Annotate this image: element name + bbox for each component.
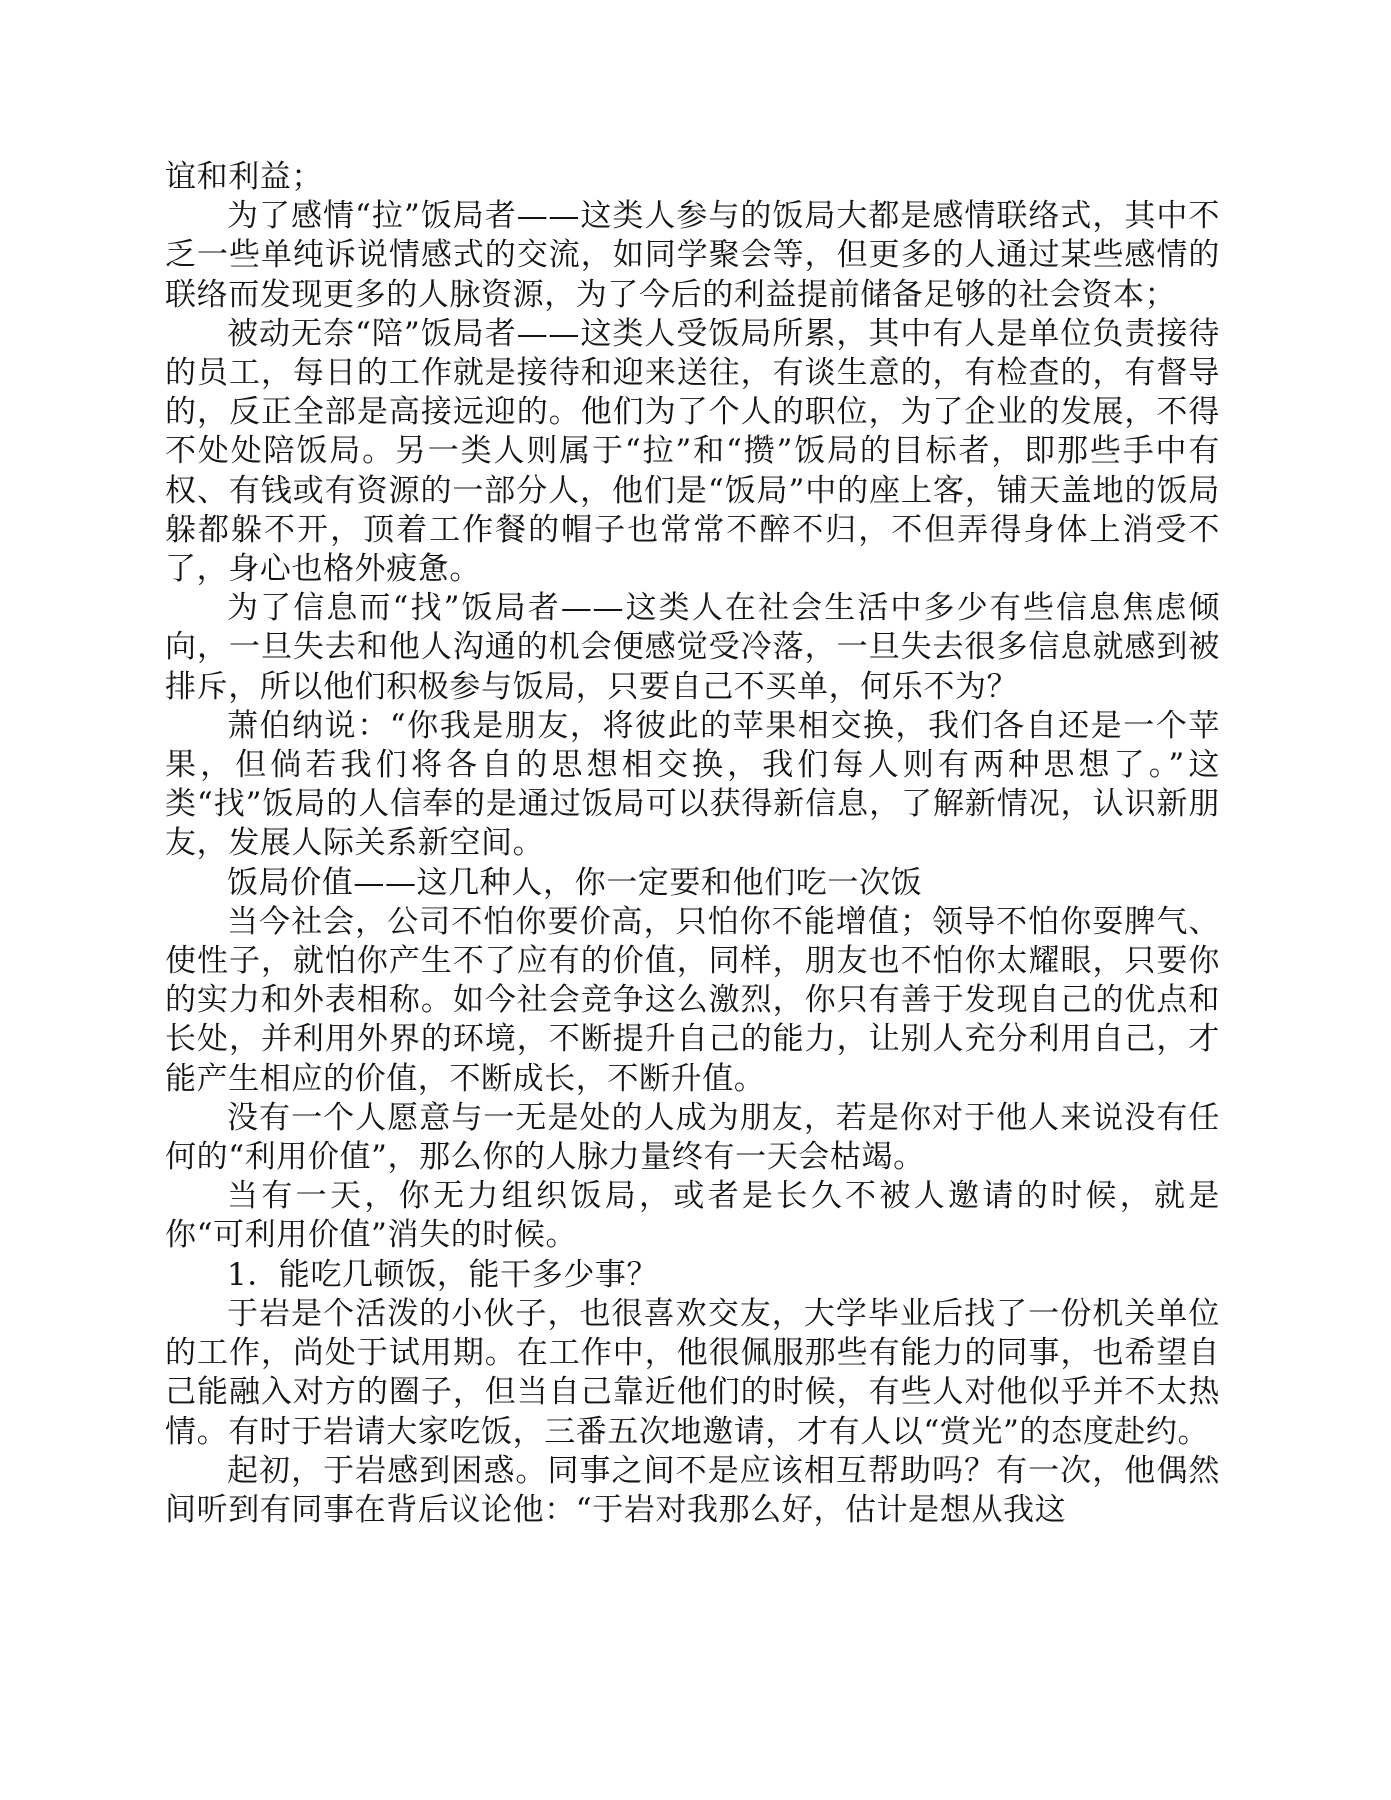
- paragraph-accompany-type: 被动无奈“陪”饭局者——这类人受饭局所累，其中有人是单位负责接待的员工，每日的工作就是接待和迎来送往，有谈生意的，有检查的，有督导的，反正全部是高接远迎的。他们为了个人的职位，为了企业的发展，不得不处处陪饭局。另一类人则属于“拉”和“攒”饭局的目标者，即那些手中有权、有钱或有资源的一部分人，他们是“饭局”中的座上客，铺天盖地的饭局躲都躲不开，顶着工作餐的帽子也常常不醉不归，不但弄得身体上消受不了，身心也格外疲惫。: [165, 315, 1220, 588]
- paragraph-yu-yan-story: 于岩是个活泼的小伙子，也很喜欢交友，大学毕业后找了一份机关单位的工作，尚处于试用期。在工作中，他很佩服那些有能力的同事，也希望自己能融入对方的圈子，但当自己靠近他们的时候，有些人对他似乎并不太热情。有时于岩请大家吃饭，三番五次地邀请，才有人以“赏光”的态度赴约。: [165, 1295, 1220, 1450]
- paragraph-shaw-quote: 萧伯纳说：“你我是朋友，将彼此的苹果相交换，我们各自还是一个苹果，但倘若我们将各自的思想相交换，我们每人则有两种思想了。”这类“找”饭局的人信奉的是通过饭局可以获得新信息，了解新情况，认识新朋友，发展人际关系新空间。: [165, 707, 1220, 862]
- section-heading-dinner-value: 饭局价值——这几种人，你一定要和他们吃一次饭: [227, 864, 923, 901]
- subheading-how-many-meals: 1．能吃几顿饭，能干多少事？: [227, 1256, 659, 1293]
- paragraph-yu-yan-confused: 起初，于岩感到困惑。同事之间不是应该相互帮助吗？有一次，他偶然间听到有同事在背后议论他：“于岩对我那么好，估计是想从我这: [165, 1452, 1220, 1528]
- paragraph-no-friend: 没有一个人愿意与一无是处的人成为朋友，若是你对于他人来说没有任何的“利用价值”，那么你的人脉力量终有一天会枯竭。: [165, 1099, 1220, 1176]
- paragraph-society-value: 当今社会，公司不怕你要价高，只怕你不能增值；领导不怕你耍脾气、使性子，就怕你产生不了应有的价值，同样，朋友也不怕你太耀眼，只要你的实力和外表相称。如今社会竞争这么激烈，你只有善于发现自己的优点和长处，并利用外界的环境，不断提升自己的能力，让别人充分利用自己，才能产生相应的价值，不断成长，不断升值。: [165, 903, 1220, 1097]
- paragraph-emotion-type: 为了感情“拉”饭局者——这类人参与的饭局大都是感情联络式，其中不乏一些单纯诉说情感式的交流，如同学聚会等，但更多的人通过某些感情的联络而发现更多的人脉资源，为了今后的利益提前储备足够的社会资本；: [165, 198, 1220, 313]
- paragraph-continuation: 谊和利益；: [165, 159, 323, 195]
- document-page: [165, 158, 1220, 1530]
- paragraph-value-disappears: 当有一天，你无力组织饭局，或者是长久不被人邀请的时候，就是你“可利用价值”消失的时候。: [165, 1178, 1220, 1254]
- paragraph-information-type: 为了信息而“找”饭局者——这类人在社会生活中多少有些信息焦虑倾向，一旦失去和他人沟通的机会便感觉受冷落，一旦失去很多信息就感到被排斥，所以他们积极参与饭局，只要自己不买单，何乐不为？: [165, 590, 1220, 705]
